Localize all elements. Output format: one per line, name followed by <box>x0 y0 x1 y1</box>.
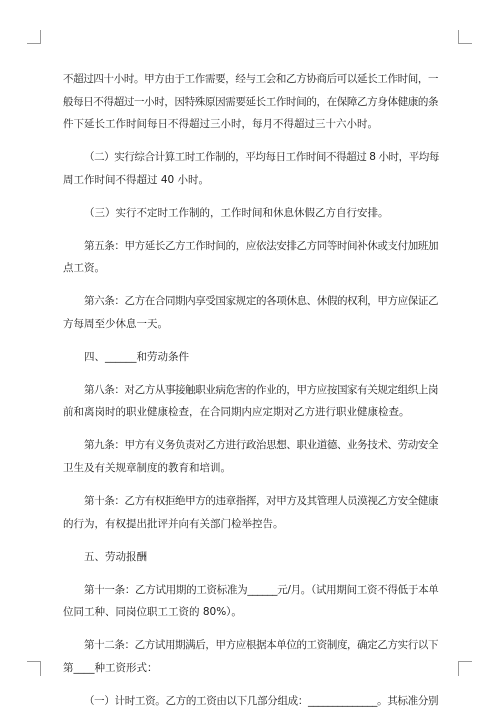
article-10 <box>63 490 439 535</box>
section-4-heading <box>63 346 439 369</box>
text-line: 位同工种、同岗位职工工资的 80%）。 <box>63 606 242 619</box>
text-line: 第八条：对乙方从事接触职业病危害的作业的，甲方应按国家有关规定组织上岗 <box>84 383 439 396</box>
text-line: 第十二条：乙方试用期满后，甲方应根据本单位的工资制度，确定乙方实行以下 <box>84 639 439 652</box>
text-line: 点工资。 <box>63 262 105 275</box>
text-line: 第六条：乙方在合同期内享受国家规定的各项休息、休假的权利，甲方应保证乙 <box>84 295 439 308</box>
text-line: 四、______和劳动条件 <box>84 350 189 363</box>
text-line: 前和离岗时的职业健康检查，在合同期内应定期对乙方进行职业健康检查。 <box>63 406 410 419</box>
text-line: 第十条：乙方有权拒绝甲方的违章指挥，对甲方及其管理人员漠视乙方安全健康 <box>84 495 439 508</box>
text-line: 第十一条：乙方试用期的工资标准为______元/月。（试用期间工资不得低于本单 <box>84 583 439 596</box>
text-line: 第五条：甲方延长乙方工作时间的，应依法安排乙方同等时间补休或支付加班加 <box>84 239 439 252</box>
article-5 <box>63 235 439 280</box>
text-line: 第九条：甲方有义务负责对乙方进行政治思想、职业道德、业务技术、劳动安全 <box>84 439 439 452</box>
text-line: 第____种工资形式： <box>63 661 158 674</box>
article-9 <box>63 434 439 479</box>
text-line: （二）实行综合计算工时工作制的，平均每日工作时间不得超过 8 小时，平均每 <box>84 151 439 164</box>
text-line: 五、劳动报酬 <box>84 550 147 563</box>
article-12 <box>63 634 439 679</box>
text-line: 般每日不得超过一小时，因特殊原因需要延长工作时间的，在保障乙方身体健康的条 <box>63 95 439 108</box>
text-line: 的行为，有权提出批评并向有关部门检举控告。 <box>63 517 284 530</box>
para-hours-limit <box>63 68 439 136</box>
text-line: 方每周至少休息一天。 <box>63 317 168 330</box>
text-line: 件下延长工作时间每日不得超过三小时，每月不得超过三十六小时。 <box>63 118 378 131</box>
article-11 <box>63 579 439 624</box>
article-6 <box>63 290 439 335</box>
para-time-wage <box>63 690 439 713</box>
text-line: （三）实行不定时工作制的，工作时间和休息休假乙方自行安排。 <box>84 206 389 219</box>
para-flexible <box>63 202 439 225</box>
article-8 <box>63 379 439 424</box>
text-line: 不超过四十小时。甲方由于工作需要，经与工会和乙方协商后可以延长工作时间，一 <box>63 73 439 85</box>
text-line: 周工作时间不得超过 40 小时。 <box>63 173 210 186</box>
section-5-heading <box>63 546 439 569</box>
document-body <box>63 68 439 723</box>
text-line: 卫生及有关规章制度的教育和培训。 <box>63 462 231 475</box>
para-comprehensive <box>63 146 439 191</box>
text-line: （一）计时工资。乙方的工资由以下几部分组成：______________。其标准分别 <box>84 694 439 707</box>
